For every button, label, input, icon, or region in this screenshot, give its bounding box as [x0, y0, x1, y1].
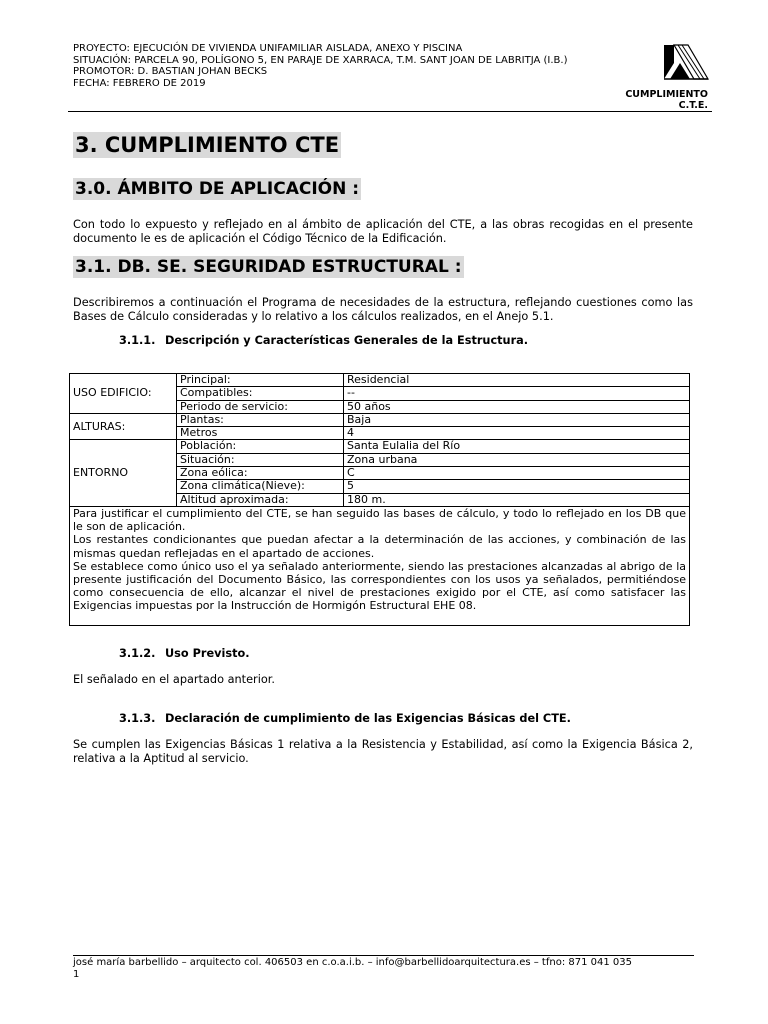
row-key: Principal: — [177, 374, 344, 387]
section-heading-text: Uso Previsto. — [165, 647, 250, 660]
section-3-0-text: Con todo lo expuesto y reflejado en al ámbito de aplicación del CTE, a las obras recogidas en el presente documento le es de aplicación el Código Técnico de la Edificación. — [73, 218, 693, 245]
footer — [73, 957, 632, 981]
situation-line: SITUACIÓN: PARCELA 90, POLÍGONO 5, EN PARAJE DE XARRACA, T.M. SANT JOAN DE LABRITJA (I.B.) — [73, 54, 568, 66]
section-heading-text: Declaración de cumplimiento de las Exigencias Básicas del CTE. — [165, 712, 571, 725]
row-key: Altitud aproximada: — [177, 493, 344, 506]
group-label: USO EDIFICIO: — [70, 374, 177, 414]
table-note-row — [70, 506, 690, 625]
section-title: 3. CUMPLIMIENTO CTE — [75, 133, 340, 157]
section-3-1-text: Describiremos a continuación el Programa de necesidades de la estructura, reflejando cuestiones como las Bases de Cálculo consideradas y lo relativo a los cálculos realizados, en el Anejo 5.1. — [73, 296, 693, 323]
row-key: Situación: — [177, 453, 344, 466]
note-line: Para justificar el cumplimiento del CTE, se han seguido las bases de cálculo, y todo lo reflejado en los DB que le son de aplicación. — [73, 506, 686, 534]
row-value: 180 m. — [344, 493, 690, 506]
project-header — [73, 43, 573, 89]
row-value: Zona urbana — [344, 453, 690, 466]
section-heading-text: Descripción y Características Generales de la Estructura. — [165, 334, 529, 347]
project-line: PROYECTO: EJECUCIÓN DE VIVIENDA UNIFAMILIAR AISLADA, ANEXO Y PISCINA — [73, 43, 463, 54]
document-type-line-1: CUMPLIMIENTO — [625, 89, 708, 100]
section-3-1-2-text: El señalado en el apartado anterior. — [73, 673, 275, 686]
row-value: Residencial — [344, 374, 690, 387]
table-row — [70, 413, 690, 426]
row-key: Compatibles: — [177, 387, 344, 400]
footer-divider — [73, 955, 694, 956]
section-3-1-title: 3.1. DB. SE. SEGURIDAD ESTRUCTURAL : — [75, 257, 462, 277]
section-number: 3.1.2. — [119, 647, 156, 660]
structure-characteristics-table — [69, 373, 690, 626]
row-key: Zona eólica: — [177, 467, 344, 480]
note-line: Los restantes condicionantes que puedan afectar a la determinación de las acciones, y combinación de las mismas quedan reflejadas en el apartado de acciones. — [73, 533, 686, 560]
row-key: Periodo de servicio: — [177, 400, 344, 413]
footer-credit: josé maría barbellido – arquitecto col. 406503 en c.o.a.i.b. – info@barbellidoarquitectura.es – tfno: 871 041 035 — [73, 957, 632, 968]
document-type-label — [625, 89, 708, 111]
row-value: 50 años — [344, 400, 690, 413]
row-value: -- — [344, 387, 690, 400]
table-row — [70, 374, 690, 387]
group-label: ALTURAS: — [70, 413, 177, 440]
row-key: Metros — [177, 427, 344, 440]
section-number: 3.1.3. — [119, 712, 156, 725]
section-3-1-3-text: Se cumplen las Exigencias Básicas 1 relativa a la Resistencia y Estabilidad, así como la Exigencia Básica 2, relativa a la Aptitud al servicio. — [73, 738, 693, 765]
table-row — [70, 440, 690, 453]
row-value: Baja — [344, 413, 690, 426]
table-note — [70, 506, 690, 625]
page-number: 1 — [73, 969, 80, 980]
row-value: Santa Eulalia del Río — [344, 440, 690, 453]
header-divider — [68, 111, 712, 112]
row-key: Plantas: — [177, 413, 344, 426]
section-number: 3.1.1. — [119, 334, 156, 347]
section-3-1-1-heading — [119, 334, 528, 348]
date-line: FECHA: FEBRERO DE 2019 — [73, 77, 206, 89]
row-value: 4 — [344, 427, 690, 440]
row-key: Zona climática(Nieve): — [177, 480, 344, 493]
section-3-1-2-heading — [119, 647, 250, 661]
group-label: ENTORNO — [70, 440, 177, 506]
row-value: C — [344, 467, 690, 480]
promoter-line: PROMOTOR: D. BASTIAN JOHAN BECKS — [73, 66, 268, 78]
section-3-0-title: 3.0. ÁMBITO DE APLICACIÓN : — [75, 179, 360, 199]
architect-logo-icon — [662, 43, 710, 81]
row-value: 5 — [344, 480, 690, 493]
note-line: Se establece como único uso el ya señalado anteriormente, siendo las prestaciones alcanzadas al abrigo de la presente justificación del Documento Básico, las correspondientes con los usos ya señalados, permitiéndose como consecuencia de ello, alcanzar el nivel de prestaciones exigido por el CTE, así como satisfacer las Exigencias impuestas por la Instrucción de Hormigón Estructural EHE 08. — [73, 559, 686, 613]
document-type-line-2: C.T.E. — [678, 100, 708, 111]
row-key: Población: — [177, 440, 344, 453]
section-3-1-3-heading — [119, 712, 571, 726]
